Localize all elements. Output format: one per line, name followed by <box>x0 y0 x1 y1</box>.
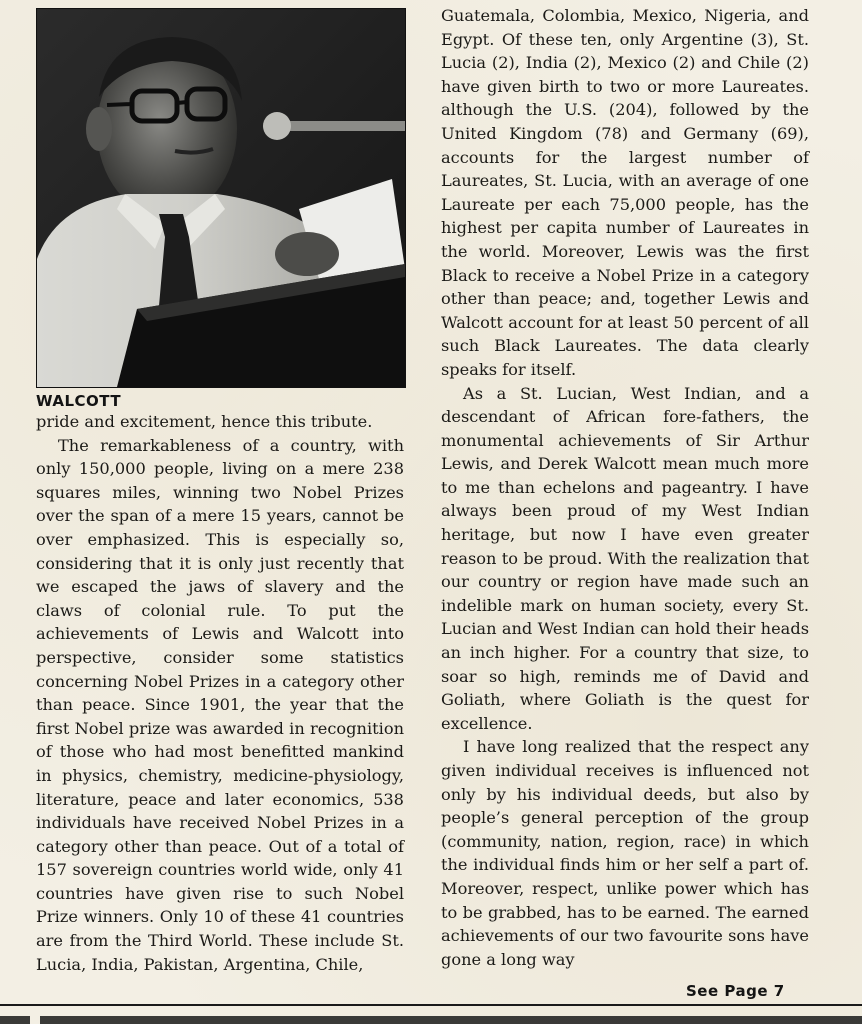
bottom-rule <box>0 1004 862 1006</box>
walcott-photo <box>36 8 406 388</box>
right-column <box>441 4 809 971</box>
continuation-jump: See Page 7 <box>686 982 785 1000</box>
left-column <box>36 410 404 976</box>
photo-caption: WALCOTT <box>36 392 122 410</box>
right-paragraph: I have long realized that the respect any given individual receives is influenced not only by his individual deeds, but also by people’s general perception of the group (community, nation, region, race) in which the individual finds him or her self a part of. Moreover, respect, unlike power which has to be grabbed, has to be earned. The earned achievements of our two favourite sons have gone a long way <box>441 737 809 969</box>
bottom-border <box>0 1016 862 1024</box>
left-paragraph: The remarkableness of a country, with only 150,000 people, living on a mere 238 squares miles, winning two Nobel Prizes over the span of a mere 15 years, cannot be over emphasized. This is especially so, considering that it is only just recently that we escaped the jaws of slavery and the claws of colonial rule. To put the achievements of Lewis and Walcott into perspective, consider some statistics concerning Nobel Prizes in a category other than peace. Since 1901, the year that the first Nobel prize was awarded in recognition of those who had most benefitted mankind in physics, chemistry, medicine-physiology, literature, peace and later economics, 538 individuals have received Nobel Prizes in a category other than peace. Out of a total of 157 sovereign countries world wide, only 41 countries have given rise to such Nobel Prize winners. Only 10 of these 41 countries are from the Third World. These include St. Lucia, India, Pakistan, Argentina, Chile, <box>36 435 404 974</box>
left-paragraph: pride and excitement, hence this tribute. <box>36 412 373 431</box>
right-paragraph: Guatemala, Colombia, Mexico, Nigeria, and Egypt. Of these ten, only Argentine (3), St. Lucia (2), India (2), Mexico (2) and Chile (2) have given birth to two or more Laureates. although the U.S. (204), followed by the United Kingdom (78) and Germany (69), accounts for the largest number of Laureates, St. Lucia, with an average of one Laureate per each 75,000 people, has the highest per capita number of Laureates in the world. Moreover, Lewis was the first Black to receive a Nobel Prize in a category other than peace; and, together Lewis and Walcott account for at least 50 percent of all such Black Laureates. The data clearly speaks for itself. <box>441 6 809 379</box>
right-paragraph: As a St. Lucian, West Indian, and a descendant of African fore-fathers, the monumental achievements of Sir Arthur Lewis, and Derek Walcott mean much more to me than echelons and pageantry. I have always been proud of my West Indian heritage, but now I have even greater reason to be proud. With the realization that our country or region have made such an indelible mark on human society, every St. Lucian and West Indian can hold their heads an inch higher. For a country that size, to soar so high, reminds me of David and Goliath, where Goliath is the quest for excellence. <box>441 383 809 733</box>
